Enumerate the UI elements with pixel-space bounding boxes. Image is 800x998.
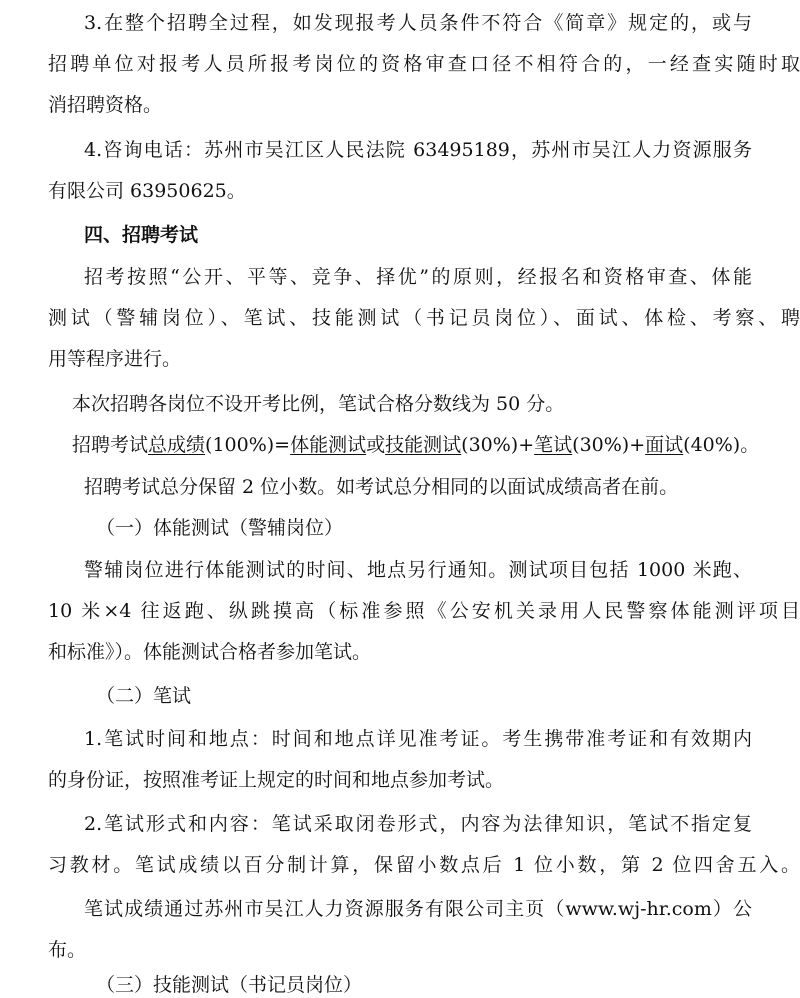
formula-part-3: (30%)+ [572,434,646,456]
para-written-publish-line-1: 笔试成绩通过苏州市吴江人力资源服务有限公司主页（www.wj-hr.com）公 [84,898,752,920]
para-principles-line-1: 招考按照“公开、平等、竞争、择优”的原则，经报名和资格审查、体能 [84,266,752,288]
formula-or: 或 [366,434,386,456]
subsection-heading-physical-test: （一）体能测试（警辅岗位） [96,517,344,539]
para-contact-line-2: 有限公司 63950625。 [48,180,246,202]
para-physical-line-1: 警辅岗位进行体能测试的时间、地点另行通知。测试项目包括 1000 米跑、 [84,559,752,581]
para-physical-line-3: 和标准》）。体能测试合格者参加笔试。 [48,641,372,663]
formula-part-1: (100%)= [205,434,291,456]
para-written-format-line-1: 2.笔试形式和内容：笔试采取闭卷形式，内容为法律知识，笔试不指定复 [84,813,752,835]
formula-part-2: (30%)+ [461,434,535,456]
para-written-format-line-2: 习教材。笔试成绩以百分制计算，保留小数点后 1 位小数，第 2 位四舍五入。 [48,854,800,876]
formula-part-4: (40%)。 [683,434,760,456]
para-disqualification-line-1: 3.在整个招聘全过程，如发现报考人员条件不符合《简章》规定的，或与 [84,12,752,34]
formula-written-test: 笔试 [534,434,573,456]
formula-interview: 面试 [645,434,684,456]
para-physical-line-2: 10 米×4 往返跑、纵跳摸高（标准参照《公安机关录用人民警察体能测评项目 [48,600,800,622]
formula-skill-test: 技能测试 [385,434,462,456]
para-written-time-line-1: 1.笔试时间和地点：时间和地点详见准考证。考生携带准考证和有效期内 [84,728,752,750]
para-pass-line: 本次招聘各岗位不设开考比例，笔试合格分数线为 50 分。 [72,393,565,415]
section-heading-exam: 四、招聘考试 [84,224,199,246]
para-principles-line-2: 测试（警辅岗位）、笔试、技能测试（书记员岗位）、面试、体检、考察、聘 [48,307,800,329]
para-disqualification-line-3: 消招聘资格。 [48,94,163,116]
subsection-heading-skill-test: （三）技能测试（书记员岗位） [96,974,363,996]
para-principles-line-3: 用等程序进行。 [48,348,182,370]
score-formula [72,432,759,458]
para-decimals: 招聘考试总分保留 2 位小数。如考试总分相同的以面试成绩高者在前。 [84,476,679,498]
subsection-heading-written-test: （二）笔试 [96,685,192,707]
formula-physical-test: 体能测试 [290,434,367,456]
formula-prefix: 招聘考试 [72,434,149,456]
formula-total-score: 总成绩 [148,434,206,456]
para-contact-line-1: 4.咨询电话：苏州市吴江区人民法院 63495189，苏州市吴江人力资源服务 [84,139,752,161]
para-written-time-line-2: 的身份证，按照准考证上规定的时间和地点参加考试。 [48,769,505,791]
para-disqualification-line-2: 招聘单位对报考人员所报考岗位的资格审查口径不相符合的，一经查实随时取 [48,53,800,75]
para-written-publish-line-2: 布。 [48,939,87,961]
